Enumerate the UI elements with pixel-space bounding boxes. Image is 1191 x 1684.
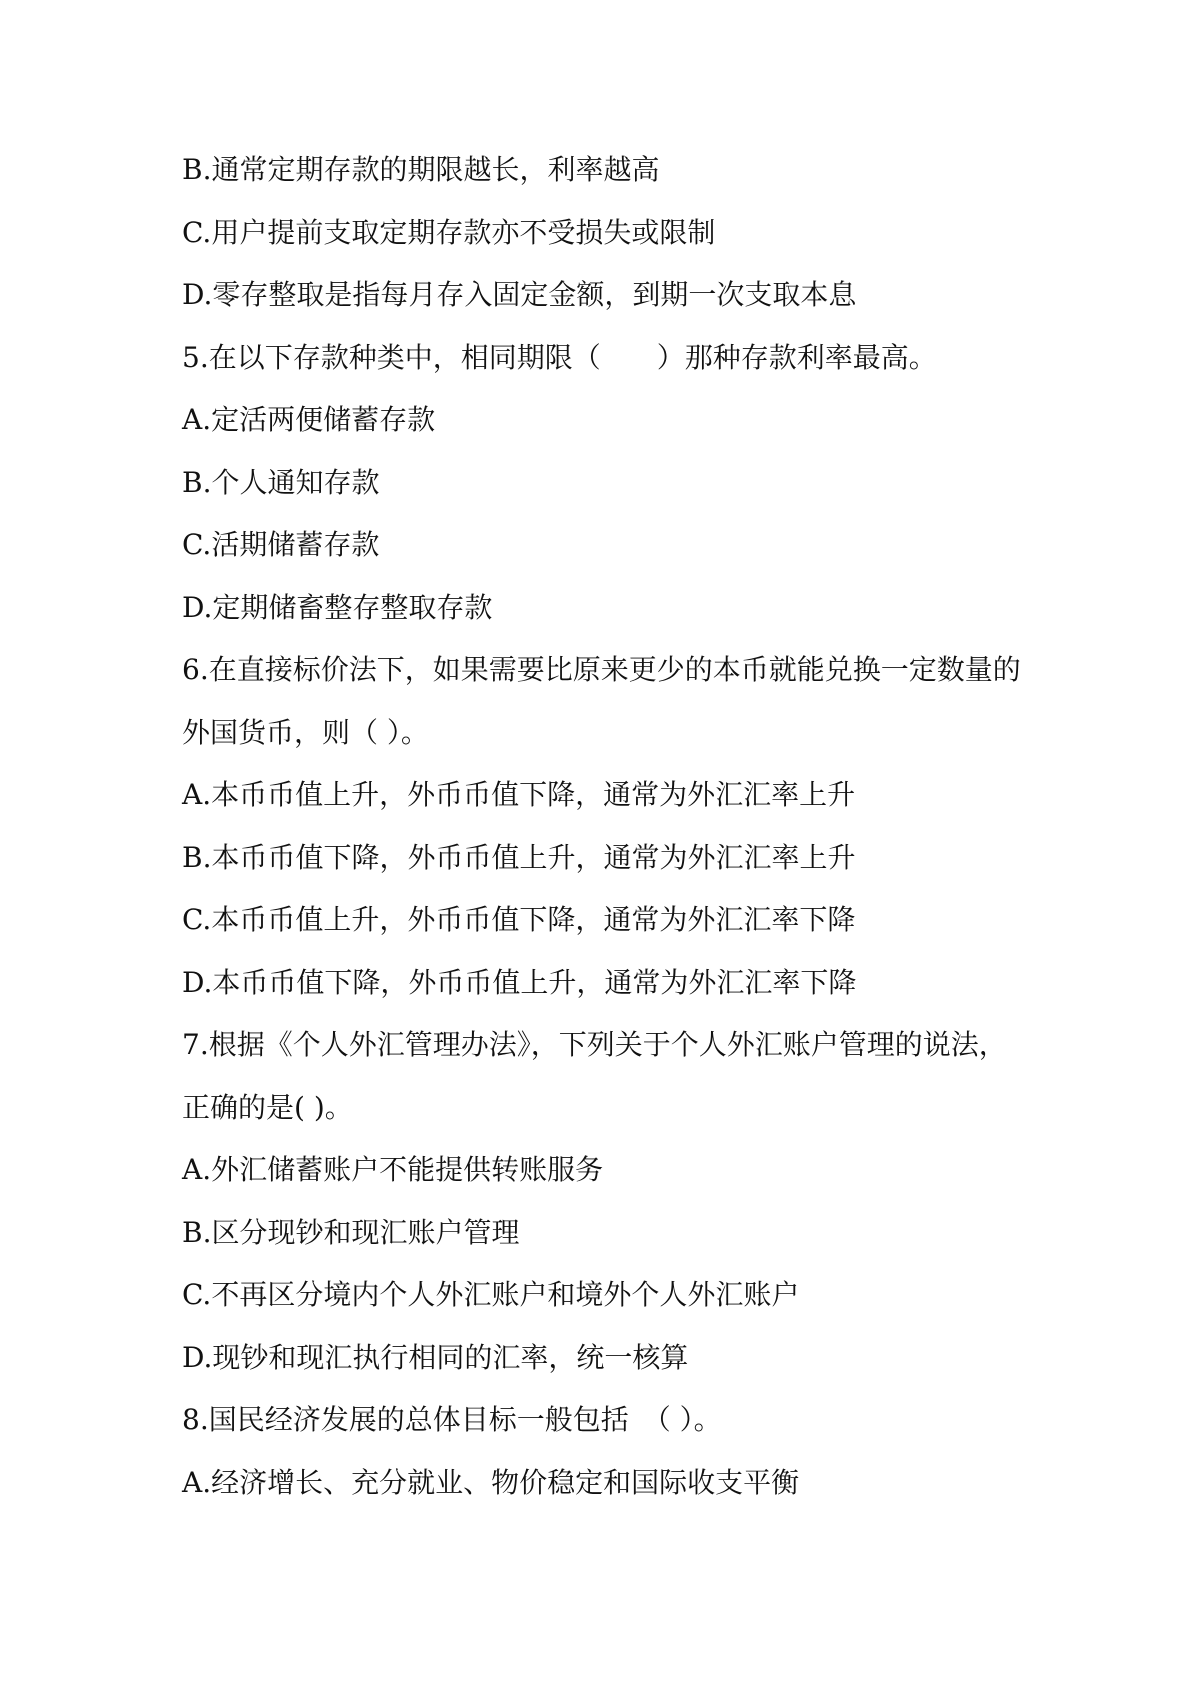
q6-question-line-1: 6.在直接标价法下，如果需要比原来更少的本币就能兑换一定数量的 [182,653,1021,686]
q7-option-a: A.外汇储蓄账户不能提供转账服务 [182,1153,604,1186]
q6-question-line-2: 外国货币，则（ ）。 [182,716,429,749]
q4-option-c: C.用户提前支取定期存款亦不受损失或限制 [182,216,716,249]
q8-question: 8.国民经济发展的总体目标一般包括 （ ）。 [182,1403,722,1436]
q6-option-c: C.本币币值上升，外币币值下降，通常为外汇汇率下降 [182,903,856,936]
q5-option-d: D.定期储畜整存整取存款 [182,591,493,624]
q7-option-d: D.现钞和现汇执行相同的汇率，统一核算 [182,1341,689,1374]
q5-question: 5.在以下存款种类中，相同期限（ ）那种存款利率最高。 [182,341,937,374]
q7-option-b: B.区分现钞和现汇账户管理 [182,1216,520,1249]
q7-question-line-1: 7.根据《个人外汇管理办法》，下列关于个人外汇账户管理的说法， [182,1028,1007,1061]
q7-option-c: C.不再区分境内个人外汇账户和境外个人外汇账户 [182,1278,800,1311]
q5-option-b: B.个人通知存款 [182,466,380,499]
q8-option-a: A.经济增长、充分就业、物价稳定和国际收支平衡 [182,1466,800,1499]
q6-option-b: B.本币币值下降，外币币值上升，通常为外汇汇率上升 [182,841,856,874]
q5-option-a: A.定活两便储蓄存款 [182,403,436,436]
q7-question-line-2: 正确的是( )。 [182,1091,353,1124]
q5-option-c: C.活期储蓄存款 [182,528,380,561]
q4-option-d: D.零存整取是指每月存入固定金额，到期一次支取本息 [182,278,857,311]
q4-option-b: B.通常定期存款的期限越长，利率越高 [182,153,660,186]
q6-option-d: D.本币币值下降，外币币值上升，通常为外汇汇率下降 [182,966,857,999]
q6-option-a: A.本币币值上升，外币币值下降，通常为外汇汇率上升 [182,778,856,811]
